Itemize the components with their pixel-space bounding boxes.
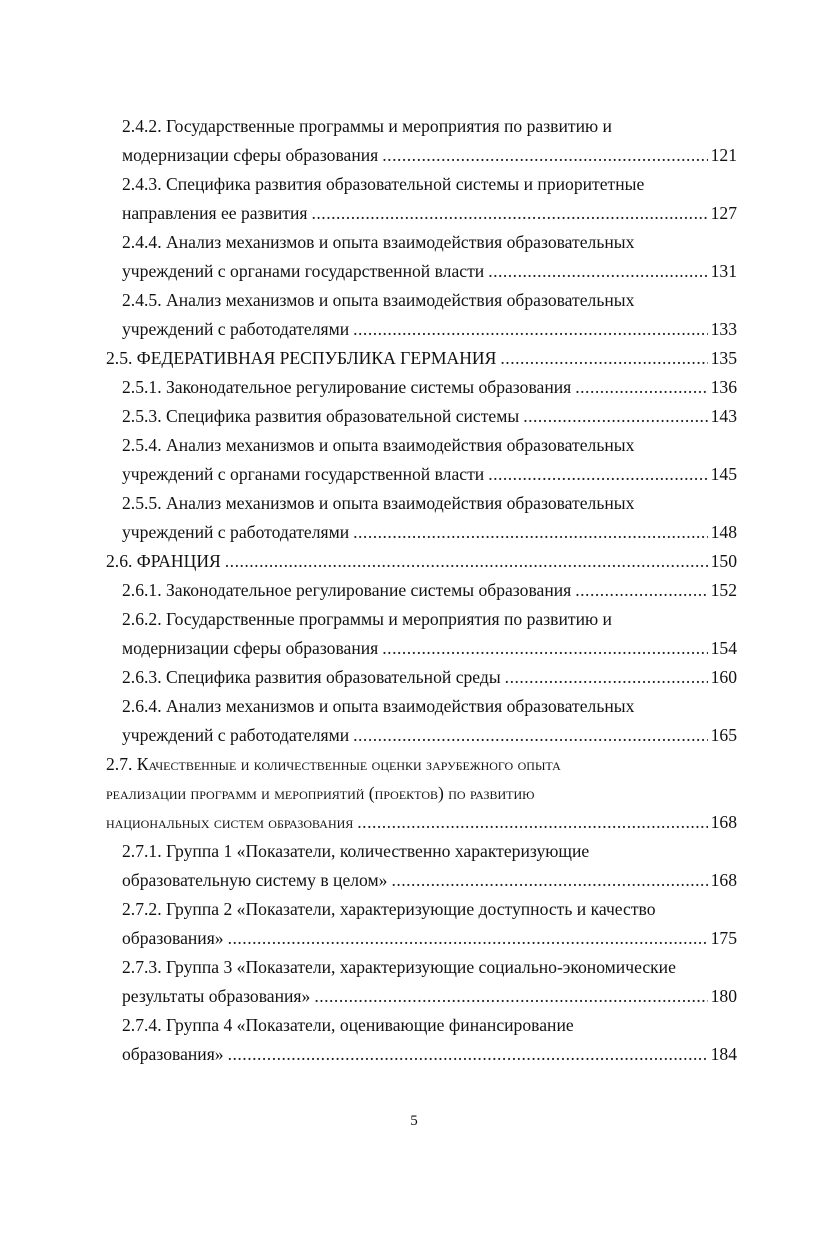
toc-entry-page-number: 148: [710, 522, 737, 542]
dot-leader: [312, 199, 708, 228]
toc-entry-title-line: 2.7.1. Группа 1 «Показатели, количественно характеризующие: [122, 841, 590, 861]
dot-leader: [353, 315, 707, 344]
toc-entry-leader-row: [122, 141, 737, 170]
toc-entry-page-number: 143: [710, 406, 737, 426]
toc-entry: [106, 1011, 737, 1069]
toc-entry: [106, 837, 737, 895]
dot-leader: [391, 866, 707, 895]
dot-leader: [382, 141, 707, 170]
toc-entry-page-number: 135: [710, 348, 737, 368]
dot-leader: [575, 373, 707, 402]
dot-leader: [353, 518, 707, 547]
toc-entry: [106, 373, 737, 402]
dot-leader: [225, 547, 708, 576]
toc-entry-title-line: 2.5.3. Специфика развития образовательной системы: [122, 406, 520, 426]
toc-entry-title-line: 2.7. Качественные и количественные оценки зарубежного опыта: [106, 754, 561, 774]
dot-leader: [500, 344, 707, 373]
toc-entry-title-line: модернизации сферы образования: [122, 145, 379, 165]
toc-entry-leader-row: [122, 982, 737, 1011]
toc-entry-leader-row: [122, 402, 737, 431]
toc-entry-title-line: направления ее развития: [122, 203, 308, 223]
toc-entry-leader-row: [122, 1040, 737, 1069]
toc-entry-leader-row: [106, 808, 737, 837]
table-of-contents: [106, 112, 737, 1069]
toc-entry: [106, 170, 737, 228]
toc-entry: [106, 547, 737, 576]
toc-entry-page-number: 165: [710, 725, 737, 745]
toc-entry-leader-row: [106, 547, 737, 576]
toc-entry-leader-row: [122, 257, 737, 286]
toc-entry-title-line: 2.4.5. Анализ механизмов и опыта взаимодействия образовательных: [122, 290, 635, 310]
toc-entry-page-number: 150: [710, 551, 737, 571]
toc-entry-page-number: 145: [710, 464, 737, 484]
toc-entry-page-number: 180: [710, 986, 737, 1006]
dot-leader: [382, 634, 707, 663]
toc-entry-page-number: 154: [710, 638, 737, 658]
toc-entry: [106, 286, 737, 344]
toc-entry-page-number: 152: [710, 580, 737, 600]
toc-entry-title-line: 2.5.5. Анализ механизмов и опыта взаимодействия образовательных: [122, 493, 635, 513]
toc-entry-title-line: модернизации сферы образования: [122, 638, 379, 658]
toc-entry-page-number: 131: [710, 261, 737, 281]
dot-leader: [488, 257, 707, 286]
toc-entry: [106, 489, 737, 547]
toc-entry-title-line: образования»: [122, 1044, 224, 1064]
toc-entry-title-line: 2.5.4. Анализ механизмов и опыта взаимодействия образовательных: [122, 435, 635, 455]
toc-entry: [106, 692, 737, 750]
toc-entry-title-line: учреждений с работодателями: [122, 522, 350, 542]
toc-entry-title-line: 2.4.4. Анализ механизмов и опыта взаимодействия образовательных: [122, 232, 635, 252]
toc-entry-page-number: 184: [710, 1044, 737, 1064]
toc-entry-title-line: 2.6.4. Анализ механизмов и опыта взаимодействия образовательных: [122, 696, 635, 716]
toc-entry-leader-row: [122, 924, 737, 953]
toc-entry-leader-row: [106, 344, 737, 373]
toc-entry-leader-row: [122, 373, 737, 402]
toc-entry-title-line: 2.6.2. Государственные программы и мероприятия по развитию и: [122, 609, 612, 629]
toc-entry-title-line: образовательную систему в целом»: [122, 870, 388, 890]
toc-entry-title-line: 2.4.2. Государственные программы и мероприятия по развитию и: [122, 116, 612, 136]
toc-entry-page-number: 136: [710, 377, 737, 397]
dot-leader: [228, 924, 708, 953]
dot-leader: [523, 402, 707, 431]
toc-entry-title-line: 2.6. ФРАНЦИЯ: [106, 551, 221, 571]
toc-entry: [106, 576, 737, 605]
toc-entry-title-line: образования»: [122, 928, 224, 948]
dot-leader: [488, 460, 707, 489]
toc-entry-page-number: 127: [710, 203, 737, 223]
toc-entry: [106, 953, 737, 1011]
toc-entry-leader-row: [122, 576, 737, 605]
toc-entry-page-number: 168: [710, 812, 737, 832]
page-number: 5: [410, 1113, 418, 1129]
dot-leader: [357, 808, 707, 837]
toc-entry: [106, 605, 737, 663]
dot-leader: [505, 663, 708, 692]
toc-entry-title-line: учреждений с органами государственной власти: [122, 464, 485, 484]
toc-entry-page-number: 121: [710, 145, 737, 165]
toc-entry-title-line: 2.6.3. Специфика развития образовательной среды: [122, 667, 501, 687]
toc-entry-leader-row: [122, 315, 737, 344]
toc-entry-leader-row: [122, 460, 737, 489]
toc-entry-title-line: реализации программ и мероприятий (проектов) по развитию: [106, 783, 535, 803]
toc-entry-title-line: 2.7.4. Группа 4 «Показатели, оценивающие финансирование: [122, 1015, 574, 1035]
toc-entry-title-line: 2.6.1. Законодательное регулирование системы образования: [122, 580, 572, 600]
toc-entry-leader-row: [122, 634, 737, 663]
toc-entry-leader-row: [122, 866, 737, 895]
toc-entry: [106, 228, 737, 286]
toc-entry-page-number: 175: [710, 928, 737, 948]
toc-entry-leader-row: [122, 721, 737, 750]
toc-entry-leader-row: [122, 663, 737, 692]
dot-leader: [353, 721, 707, 750]
toc-entry: [106, 663, 737, 692]
toc-entry-title-line: национальных систем образования: [106, 812, 354, 832]
toc-entry-title-line: 2.4.3. Специфика развития образовательной системы и приоритетные: [122, 174, 645, 194]
toc-entry: [106, 402, 737, 431]
toc-entry: [106, 344, 737, 373]
toc-entry-title-line: учреждений с работодателями: [122, 725, 350, 745]
toc-entry-title-line: результаты образования»: [122, 986, 311, 1006]
toc-entry-leader-row: [122, 199, 737, 228]
toc-entry-title-line: 2.7.3. Группа 3 «Показатели, характеризующие социально-экономические: [122, 957, 676, 977]
toc-entry: [106, 895, 737, 953]
toc-entry: [106, 112, 737, 170]
dot-leader: [314, 982, 707, 1011]
toc-entry-title-line: учреждений с органами государственной власти: [122, 261, 485, 281]
toc-entry-page-number: 133: [710, 319, 737, 339]
toc-entry-title-line: 2.7.2. Группа 2 «Показатели, характеризующие доступность и качество: [122, 899, 656, 919]
toc-entry-title-line: 2.5.1. Законодательное регулирование системы образования: [122, 377, 572, 397]
toc-entry-title-line: учреждений с работодателями: [122, 319, 350, 339]
toc-entry-title-line: 2.5. ФЕДЕРАТИВНАЯ РЕСПУБЛИКА ГЕРМАНИЯ: [106, 348, 497, 368]
dot-leader: [575, 576, 707, 605]
toc-entry-page-number: 168: [710, 870, 737, 890]
toc-entry: [106, 750, 737, 837]
toc-entry-page-number: 160: [710, 667, 737, 687]
toc-entry: [106, 431, 737, 489]
dot-leader: [228, 1040, 708, 1069]
toc-entry-leader-row: [122, 518, 737, 547]
